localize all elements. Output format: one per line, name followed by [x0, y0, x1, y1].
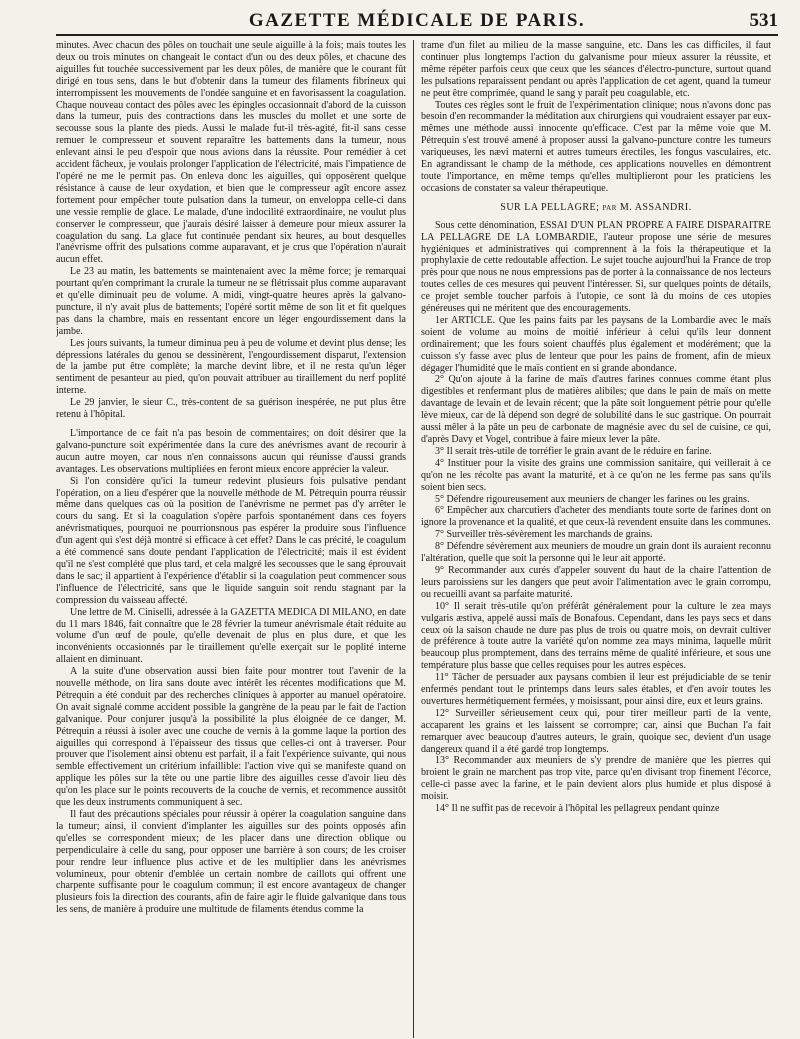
journal-title: GAZETTE MÉDICALE DE PARIS.	[248, 10, 586, 31]
article-item: 8° Défendre sévèrement aux meuniers de moudre un grain dont ils auraient reconnu l'altération, quelle que soit la personne qui le leur ait apporté.	[421, 541, 771, 565]
text-columns	[56, 40, 778, 1038]
paragraph: Toutes ces règles sont le fruit de l'expérimentation clinique; nous n'avons donc pas besoin d'en recommander la méditation aux chirurgiens qui voudraient essayer par eux-mêmes une méthode aussi innocente qu'efficace. C'est par la même voie que M. Pétrequin s'est trouvé amené à proposer aussi la galvano-puncture contre les tumeurs variqueuses, les nævi materni et autres tumeurs érectiles, les fongus vasculaires, etc. En agrandissant le champ de la méthode, ces applications nouvelles en démontrent toute l'importance, en même temps qu'elles multiplieront pour les praticiens les occasions de constater sa valeur thérapeutique.	[421, 99, 771, 194]
paragraph: Il faut des précautions spéciales pour réussir à opérer la coagulation sanguine dans la tumeur; ainsi, il convient d'implanter les aiguilles sur des points opposés afin qu'elles se correspondent mieux; de les placer dans une direction oblique ou perpendiculaire à celle du sang, pour opposer une barrière à son cours; de les croiser pour rendre leur influence plus active et de les multiplier dans les anévrismes volumineux, pour obtenir d'emblée un certain nombre de caillots qui offrent une charpente suffisante pour le coagulum commun; il est encore avantageux de changer plusieurs fois la direction des courants, afin de faire agir le fluide galvanique dans tous les sens, de manière à produire une multitude de filaments étendus comme la	[56, 809, 406, 916]
article-item: 11° Tâcher de persuader aux paysans combien il leur est préjudiciable de se tenir enfermés pendant tout le printemps dans leurs sales étables, et d'en avoir toutes les ouvertures hermétiquement fermées, y moisissant, pour ainsi dire, eux et leurs grains.	[421, 672, 771, 707]
paragraph: Si l'on considère qu'ici la tumeur redevint plusieurs fois pulsative pendant l'opération, on a lieu d'espérer que la nouvelle méthode de M. Pétrequin pourra réussir même dans quelques cas où la position de l'anévrisme ne permet pas d'y arrêter le cours du sang. Et si la coagulation s'opère parfois spontanément dans ces foyers anévrismatiques, pourquoi ne pourrionsnous pas espérer la produire sous l'influence d'un agent qui s'est déjà montré si efficace à cet effet? Dans le cas précité, le coagulum a été commencé sans doute pendant l'application de l'électricité; mais il est évident qu'il ne s'est complété que plus tard, et cela malgré les secousses que le sang éprouvait dans le sac; il appartient à l'expérience d'établir si la coagulation peut commencer sous l'influence de l'électricité, sans que le liquide sanguin soit rendu stagnant par la compression du vaisseau affecté.	[56, 475, 406, 606]
paragraph: Une lettre de M. Ciniselli, adressée à la GAZETTA MEDICA DI MILANO, en date du 11 mars 1846, fait connaître que le 28 février la tumeur anévrismale était réduite au volume d'un œuf de poule, qu'elle devenait de plus en plus dure, et que les inconvénients occasionnés par le tiraillement qu'elle exerçait sur le poplité interne allaient en diminuant.	[56, 606, 406, 666]
article-item: 13° Recommander aux meuniers de s'y prendre de manière que les pierres qui broient le grain ne marchent pas trop vite, parce qu'en divisant trop finement l'écorce, celle-ci passe avec la farine, et le pain devient alors plus humide et plus disposé à moisir.	[421, 755, 771, 803]
page-header	[56, 8, 778, 36]
right-column	[421, 40, 771, 1038]
article-item: 6° Empêcher aux charcutiers d'acheter des mendiants toute sorte de farines dont on ignore la provenance et la qualité, et que ceux-là revendent ensuite dans les communes.	[421, 505, 771, 529]
article-item: 7° Surveiller très-sévèrement les marchands de grains.	[435, 529, 653, 541]
column-divider	[413, 40, 414, 1038]
section-heading: SUR LA PELLAGRE; par M. ASSANDRI.	[500, 201, 692, 213]
paragraph: Sous cette dénomination, ESSAI D'UN PLAN PROPRE A FAIRE DISPARAITRE LA PELLAGRE DE LA LOMBARDIE, l'auteur propose une série de mesures hygiéniques et administratives qui comprennent à la fois la thérapeutique et la prophylaxie de cette redoutable affection. Le sujet touche aujourd'hui la France de trop près pour que nous ne nous empressions pas de porter à la connaissance de nos lecteurs toutes celles de ces mesures qui peuvent l'intéresser. Si, sur quelques points de détails, ce projet semble toucher parfois à l'utopie, ce sont là du moins de ces utopies généreuses qui ne méritent que des encouragements.	[421, 219, 771, 315]
article-item: 2° Qu'on ajoute à la farine de maïs d'autres farines connues comme étant plus digestibles et renfermant plus de matières alibiles; que dans le pain de maïs on mette davantage de levain et de levain récent; que la pâte soit longuement pétrie pour qu'elle lève mieux, car de là dépend son degré de solubilité dans le suc gastrique. On pourrait aussi mêler à la pâte un peu de carbonate de magnésie avec du sel de cuisine, ce qui, d'après Davy et Vogel, contribue à faire mieux lever la pâte.	[421, 374, 771, 445]
article-item: 1er ARTICLE. Que les pains faits par les paysans de la Lombardie avec le maïs soient de volume au moins de moitié inférieur à celui qu'ils leur donnent ordinairement; que les fours soient chauffés plus également et modérément; que la cuisson s'y fasse avec plus de lenteur que pour les pains de froment, afin de mieux dégager l'humidité que le maïs contient en si grande abondance.	[421, 314, 771, 374]
article-item: 14° Il ne suffit pas de recevoir à l'hôpital les pellagreux pendant quinze	[435, 803, 720, 815]
page-number: 531	[749, 10, 778, 31]
article-item: 12° Surveiller sérieusement ceux qui, pour tirer meilleur parti de la vente, accaparent les grains et les laissent se corrompre; car, ainsi que Buchan l'a fait remarquer avec beaucoup d'autres auteurs, le grain, quoique sec, devient d'un usage dangereux quand il a été gardé trop longtemps.	[421, 707, 771, 755]
left-column	[56, 40, 406, 1038]
article-item: 5° Défendre rigoureusement aux meuniers de changer les farines ou les grains.	[435, 493, 750, 505]
paragraph: trame d'un filet au milieu de la masse sanguine, etc. Dans les cas difficiles, il faut continuer plus longtemps l'action du galvanisme pour mieux assurer la réussite, et même répéter parfois ceux que ceux que les séances d'électro-puncture, surtout quand les pulsations reparaissent pendant ou après l'application de cet agent, quand la tumeur ne peut être comprimée, quand le sang y paraît peu coagulable, etc.	[421, 40, 771, 99]
paragraph: Le 23 au matin, les battements se maintenaient avec la même force; je remarquai pourtant qu'en comprimant la crurale la tumeur ne se flétrissait plus comme auparavant et qu'elle diminuait peu de volume. A midi, vingt-quatre heures après la galvano-puncture, il n'y avait plus de battements; l'opéré sortit même de son lit et fit quelques pas dans la chambre, mais en ressentant encore un léger engourdissement dans la jambe.	[56, 266, 406, 337]
article-item: 4° Instituer pour la visite des grains une commission sanitaire, qui veillerait à ce qu'on ne les récolte pas avant la maturité, et à ce qu'on ne les ferme pas sans qu'ils soient bien secs.	[421, 457, 771, 493]
paragraph: A la suite d'une observation aussi bien faite pour montrer tout l'avenir de la nouvelle méthode, on lira sans doute avec intérêt les récentes modifications que M. Pétrequin a été conduit par des recherches cliniques à apporter au manuel opératoire. On avait signalé comme accident possible la gangrène de la peau par le fait de l'action galvanique. Pour conjurer jusqu'à la possibilité la plus éloignée de ce danger, M. Pétrequin a réussi à isoler avec une couche de vernis à la gomme laque la portion des aiguilles qui correspond à l'épaisseur des tissus que celles-ci ont à traverser. Pour prouver que l'isolement ainsi obtenu est parfait, il a fait l'expérience suivante, qui nous semble effectivement un critérium infaillible: l'action vive qui se manifeste quand on applique les pôles sur la tête ou une partie libre des aiguilles cesse d'avoir lieu dès qu'on les place sur le points recouverts de la couche de vernis, et recommence aussitôt que les deux instruments communiquent à sec.	[56, 666, 406, 809]
article-item: 10° Il serait très-utile qu'on préférât généralement pour la culture le zea mays vulgaris æstiva, appelé aussi maïs de Bonafous. Cependant, dans les pays secs et dans ceux où la saison chaude ne dure pas plus de trois ou quatre mois, on devrait cultiver de préférence à toute autre la variété qu'on nomme zea mays minima, laquelle mûrit beaucoup plus promptement, dans des terrains même de qualité inférieure, et sous une température plus basse que celles requises pour les autres espèces.	[421, 600, 771, 672]
paragraph: L'importance de ce fait n'a pas besoin de commentaires; on doit désirer que la galvano-puncture soit expérimentée dans la cure des anévrismes avant de recourir à aucun autre moyen, car nous n'en connaissons aucun qui réunisse d'aussi grands avantages. Les observations multipliées en feront mieux encore apprécier la valeur.	[56, 428, 406, 475]
paragraph: minutes. Avec chacun des pôles on touchait une seule aiguille à la fois; mais toutes les deux ou trois minutes on changeait le contact d'un ou des deux pôles, et chacune des aiguilles fut touchée successivement par les deux pôles, de manière que le courant fût dirigé en tous sens, dans le but d'obtenir dans la tumeur des filaments fibrineux qui interrompissent les mouvements de l'ondée sanguine et en favorisassent la coagulation. Chaque nouveau contact des pôles avec les épingles occasionnait d'abord de la cuisson dans la tumeur, puis des contractions dans les muscles du mollet et une sorte de secousse sous la plante des pieds. Aussi le malade fut-il très-agité, fit-il sans cesse remuer le compresseur et souvent reparaître les battements dans la tumeur, nous enlevant ainsi le peu d'espoir que nous avions dans la réussite. Pour remédier à cet accident fâcheux, je voulais prolonger l'application de l'électricité, mais l'impatience de l'opéré ne me le permit pas. On enleva donc les aiguilles, qui opposèrent quelque résistance à cause de leur oxydation, et bien que le compresseur agît encore assez fortement pour empêcher toute pulsation dans la tumeur, on enveloppa celle-ci dans une vessie remplie de glace. Le malade, d'une indocilité extraordinaire, ne voulut plus conserver le compresseur, que j'aurais désiré laisser à demeure pour mieux assurer la coagulation du sang. La glace fut continuée pendant six heures, au bout desquelles l'anévrisme offrit des pulsations comme auparavant, et je crus que l'opération n'aurait aucun effet.	[56, 40, 406, 266]
paragraph: Le 29 janvier, le sieur C., très-content de sa guérison inespérée, ne put plus être retenu à l'hôpital.	[56, 397, 406, 421]
paragraph: Les jours suivants, la tumeur diminua peu à peu de volume et devint plus dense; les dépressions latérales du genou se dessinèrent, l'engourdissement disparut, l'extension de la jambe put être complète; la marche devint libre, et il ne resta qu'un léger sentiment de pesanteur au pied, qu'on pouvait attribuer au tiraillement du nerf poplité interne.	[56, 337, 406, 397]
article-item: 3° Il serait très-utile de torréfier le grain avant de le réduire en farine.	[435, 445, 712, 457]
article-item: 9° Recommander aux curés d'appeler souvent du haut de la chaire l'attention de leurs paroissiens sur les dangers que peut avoir l'alimentation avec le grain corrompu, ou recueilli avant sa parfaite maturité.	[421, 564, 771, 600]
